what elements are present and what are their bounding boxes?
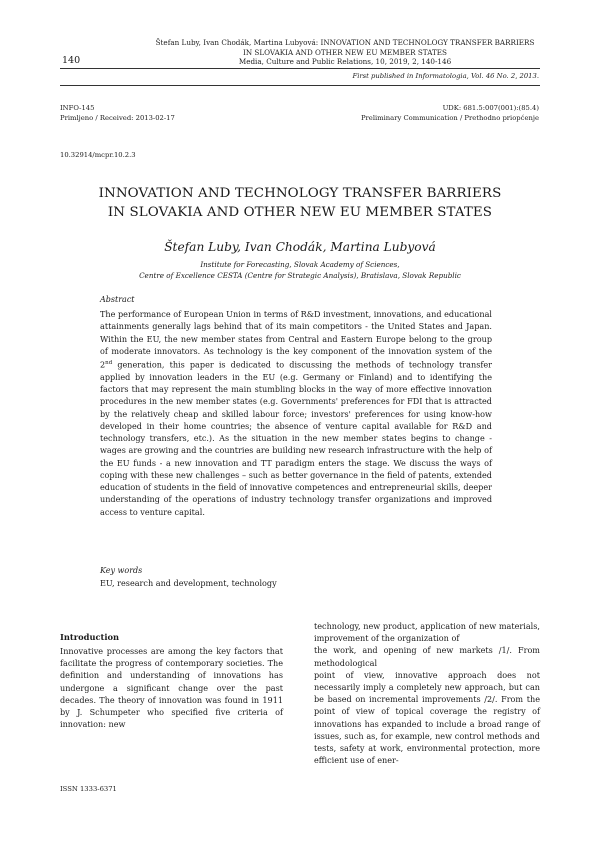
authors: Štefan Luby, Ivan Chodák, Martina Lubyová (164, 240, 436, 254)
running-header-authors: Štefan Luby, Ivan Chodák, Martina Lubyová: INNOVATION AND TECHNOLOGY TRANSFER BARRIERS (155, 38, 535, 47)
right-column-para-1: technology, new product, application of new materials, improvement of the organization of (314, 621, 540, 644)
doi: 10.32914/mcpr.10.2.3 (60, 151, 136, 159)
title-line-1: INNOVATION AND TECHNOLOGY TRANSFER BARRIERS (98, 186, 502, 201)
header-rule-lower (60, 85, 540, 86)
keywords-text: EU, research and development, technology (100, 578, 277, 588)
issn: ISSN 1333-6371 (60, 785, 117, 793)
right-column-para-2: the work, and opening of new markets /1/. From methodological (314, 645, 540, 668)
page-number: 140 (62, 55, 81, 66)
introduction-left-column: Innovative processes are among the key factors that facilitate the progress of contemporary societies. The definition and understanding of innovations has undergone a significant change over the past decades. The theory of innovation was found in 1911 by J. Schumpeter who specified five criteria of innovation: new (60, 646, 283, 730)
abstract-text-b: generation, this paper is dedicated to discussing the methods of technology transfer applied by innovation leaders in the EU (e.g. Germany or Finland) and to identifying the factors that may represent the main stumbling blocks in the way of more effective innovation procedures in the new member states (e.g. Governments' preferences for FDI that is attracted by the relatively cheap and skilled labour force; investors' preferences for using know-how developed in their home countries; the absence of venture capital available for R&D and technology transfers, etc.). As the situation in the new member states begins to change - wages are growing and the countries are building new research infrastructure with the help of the EU funds - a new innovation and TT paradigm enters the stage. We discuss the ways of coping with these new challenges – such as better governance in the field of patents, extended education of students in the field of innovative competences and entrepreneurial skills, deeper understanding of the operations of industry technology transfer organizations and improved access to venture capital. (100, 359, 492, 517)
abstract-text-a: The performance of European Union in terms of R&D investment, innovations, and educational attainments generally lags behind that of its main competitors - the United States and Japan. Within the EU, the new member states from Central and Eastern Europe belong to the group of moderate innovators. As technology is the key component of the innovation system of the 2 (100, 309, 492, 370)
running-header-journal: Media, Culture and Public Relations, 10, 2019, 2, 140-146 (238, 57, 452, 66)
header-rule (60, 68, 540, 69)
abstract-superscript: nd (105, 360, 113, 366)
abstract-heading: Abstract (100, 295, 135, 304)
title-line-2: IN SLOVAKIA AND OTHER NEW EU MEMBER STATES (107, 205, 493, 220)
article-type: Preliminary Communication / Prethodno priopćenje (360, 114, 539, 122)
running-header-title: IN SLOVAKIA AND OTHER NEW EU MEMBER STATES (243, 47, 447, 57)
article-code: INFO-145 (60, 104, 95, 112)
keywords-heading: Key words (100, 566, 143, 575)
right-column-para-3: point of view, innovative approach does not necessarily imply a completely new approach, but can be based on incremental improvements /2/. From the point of view of topical coverage the registry of innovations has expanded to include a broad range of issues, such as, for example, new control methods and tests, safety at work, environmental protection, more efficient use of ener- (314, 669, 540, 766)
udk-code: UDK: 681.5:007(001):(85.4) (442, 104, 539, 112)
affiliation-1: Institute for Forecasting, Slovak Academy of Sciences, (200, 260, 400, 269)
affiliation-2: Centre of Excellence CESTA (Centre for Strategic Analysis), Bratislava, Slovak Republic (139, 271, 461, 280)
introduction-right-column (314, 620, 540, 766)
received-date: Primljeno / Received: 2013-02-17 (60, 114, 175, 122)
first-published-note: First published in Informatologia, Vol. 46 No. 2, 2013. (352, 72, 539, 80)
paper-title (60, 184, 540, 222)
abstract-body (100, 308, 492, 518)
introduction-heading: Introduction (60, 632, 120, 642)
